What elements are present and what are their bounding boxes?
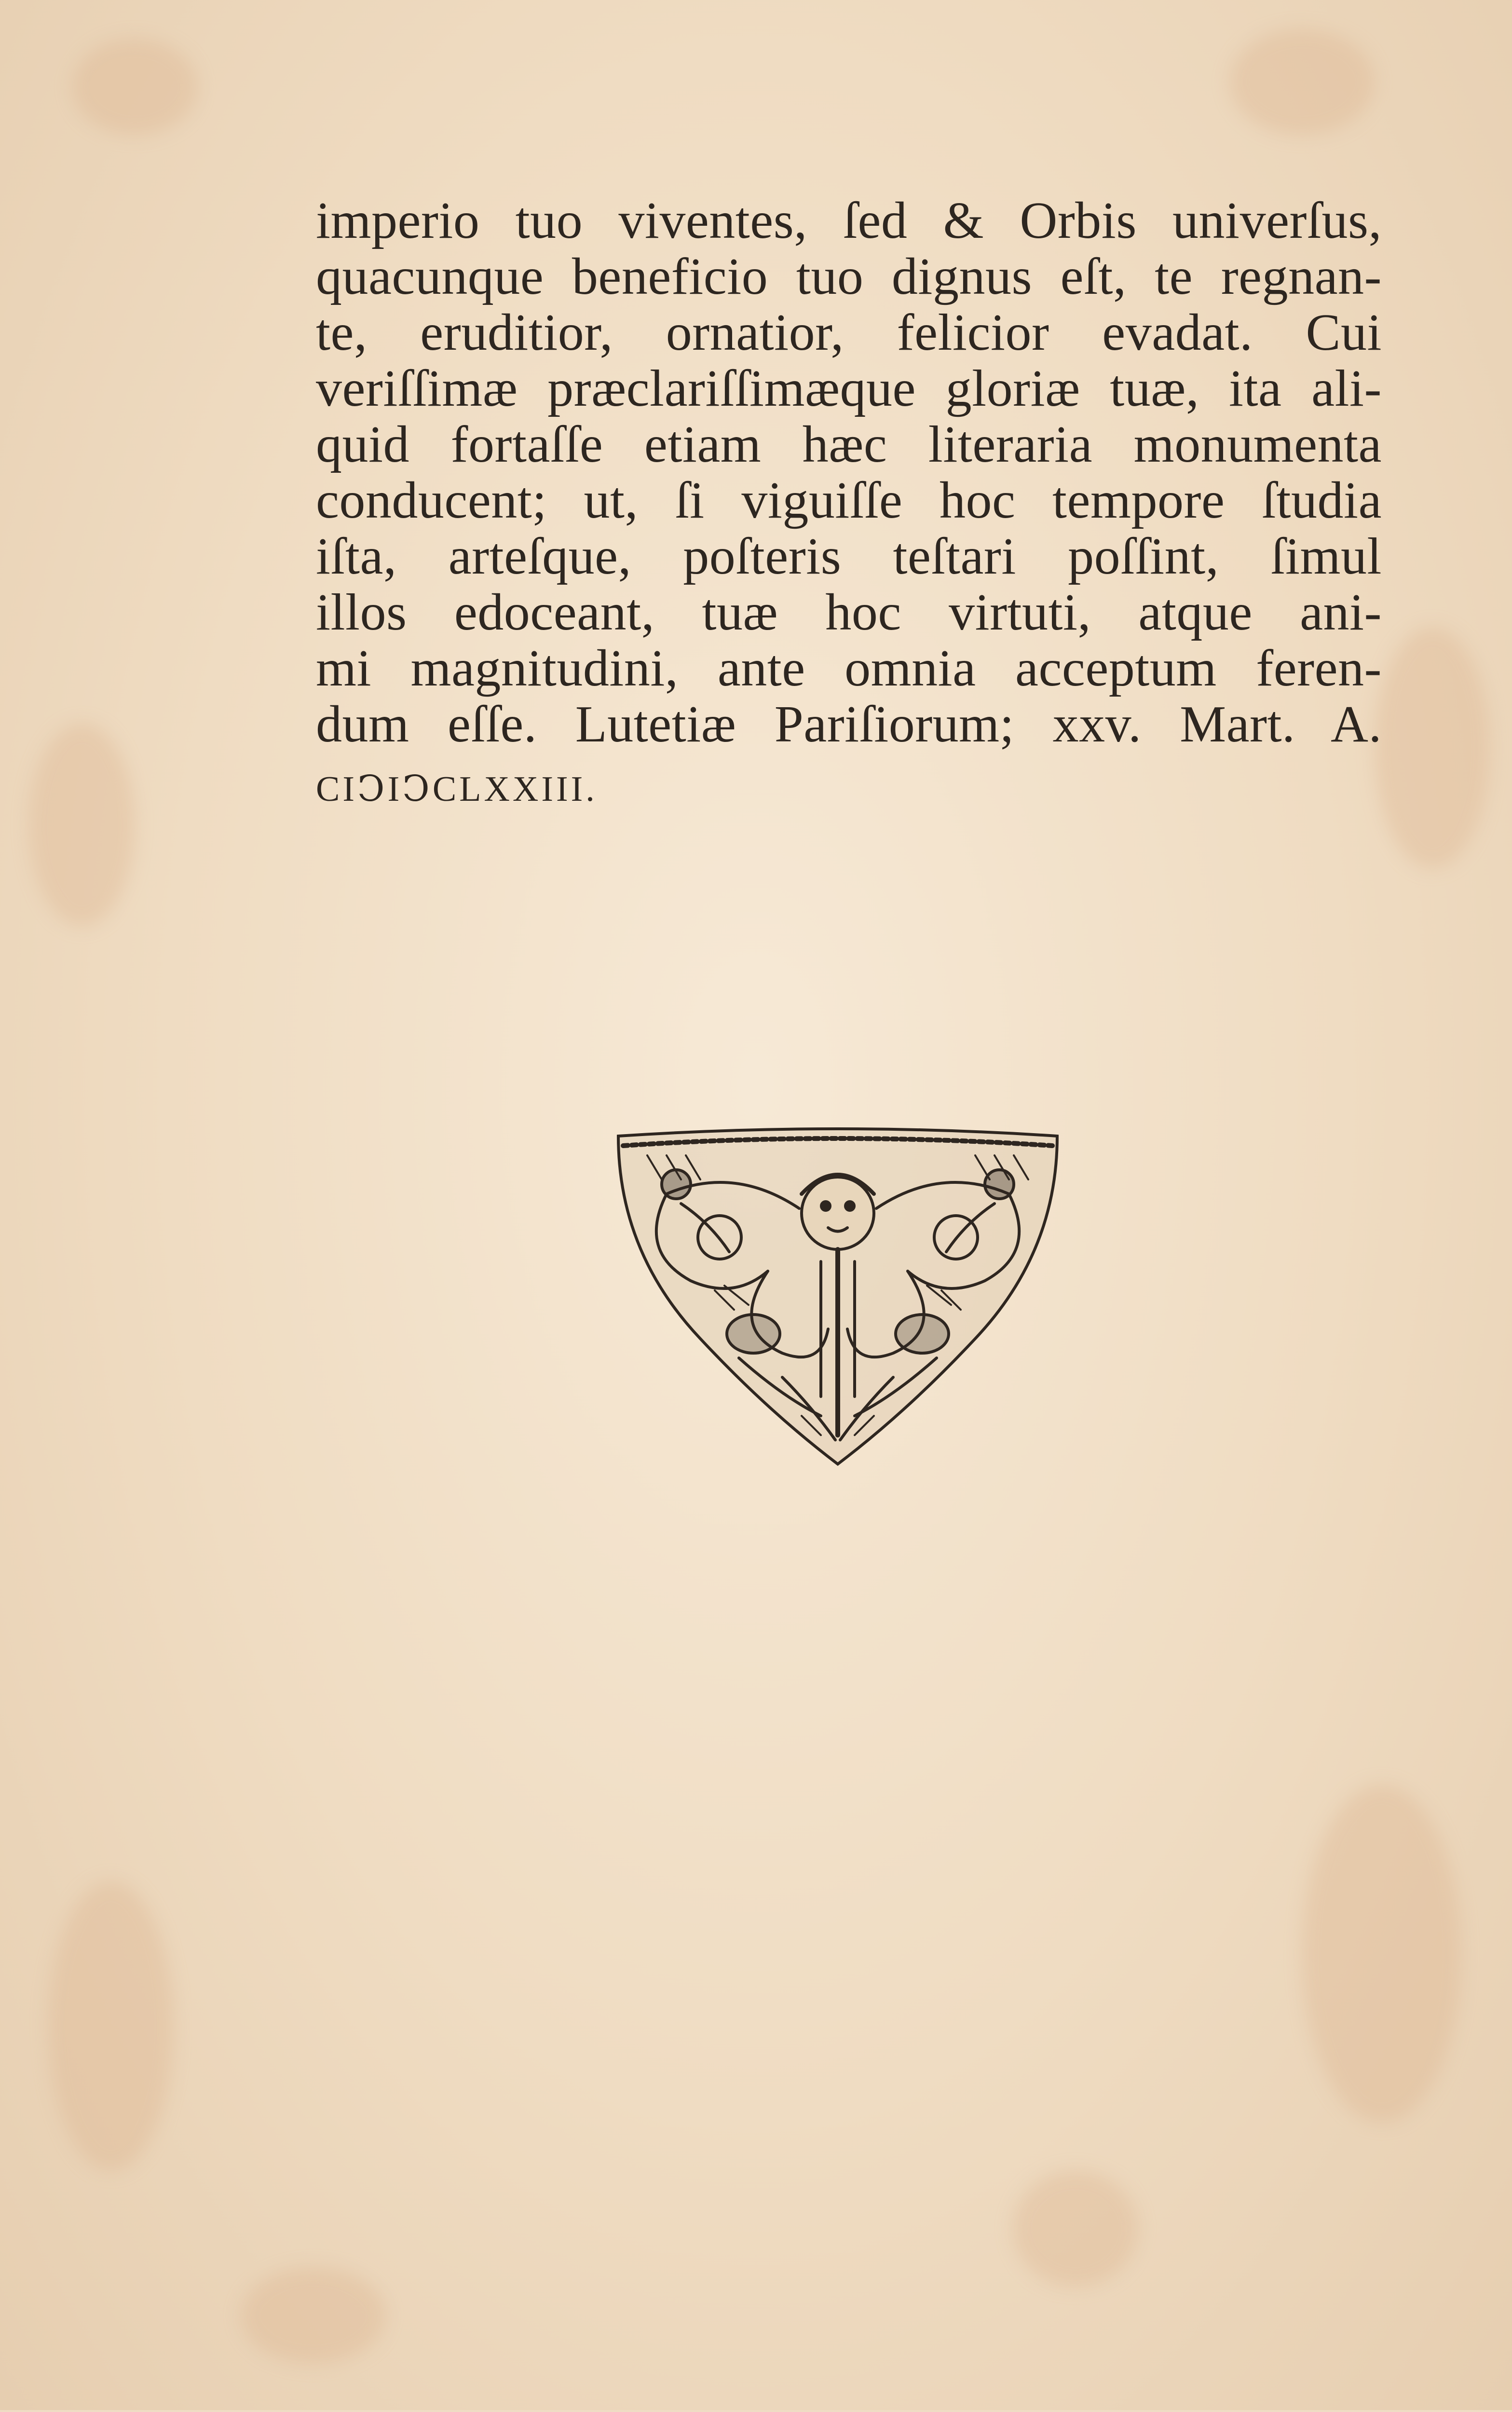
paper-stain [241, 2267, 386, 2364]
paper-stain [1302, 1785, 1461, 2123]
paper-stain [72, 39, 198, 135]
text-line: quacunque beneficio tuo dignus eſt, te regnan- [316, 248, 1382, 305]
headpiece-ornament-cherub-icon [609, 1126, 1067, 1474]
text-line: iſta, arteſque, poſteris teſtari poſſint, ſimul [316, 528, 1382, 585]
date-line: CIↃIↃCLXXIII. [316, 769, 598, 809]
text-line: illos edoceant, tuæ hoc virtuti, atque ani- [316, 584, 1382, 641]
show-through-text [309, 820, 1418, 2412]
paper-stain [48, 1881, 174, 2171]
text-line: quid fortaſſe etiam hæc literaria monumenta [316, 416, 1382, 473]
text-line: imperio tuo viventes, ſed & Orbis univerſus, [316, 192, 1382, 249]
text-line: veriſſimæ præclariſſimæque gloriæ tuæ, ita ali- [316, 360, 1382, 417]
body-text [316, 193, 1382, 817]
paper-stain [1375, 627, 1490, 868]
paper-stain [1230, 29, 1375, 135]
text-line: conducent; ut, ſi viguiſſe hoc tempore ſtudia [316, 472, 1382, 529]
paper-stain [1013, 2171, 1138, 2287]
text-line: mi magnitudini, ante omnia acceptum feren- [316, 640, 1382, 697]
paper-stain [29, 724, 135, 926]
text-line: dum eſſe. Lutetiæ Pariſiorum; xxv. Mart. A. [316, 696, 1382, 753]
text-line: te, eruditior, ornatior, felicior evadat. Cui [316, 304, 1382, 361]
